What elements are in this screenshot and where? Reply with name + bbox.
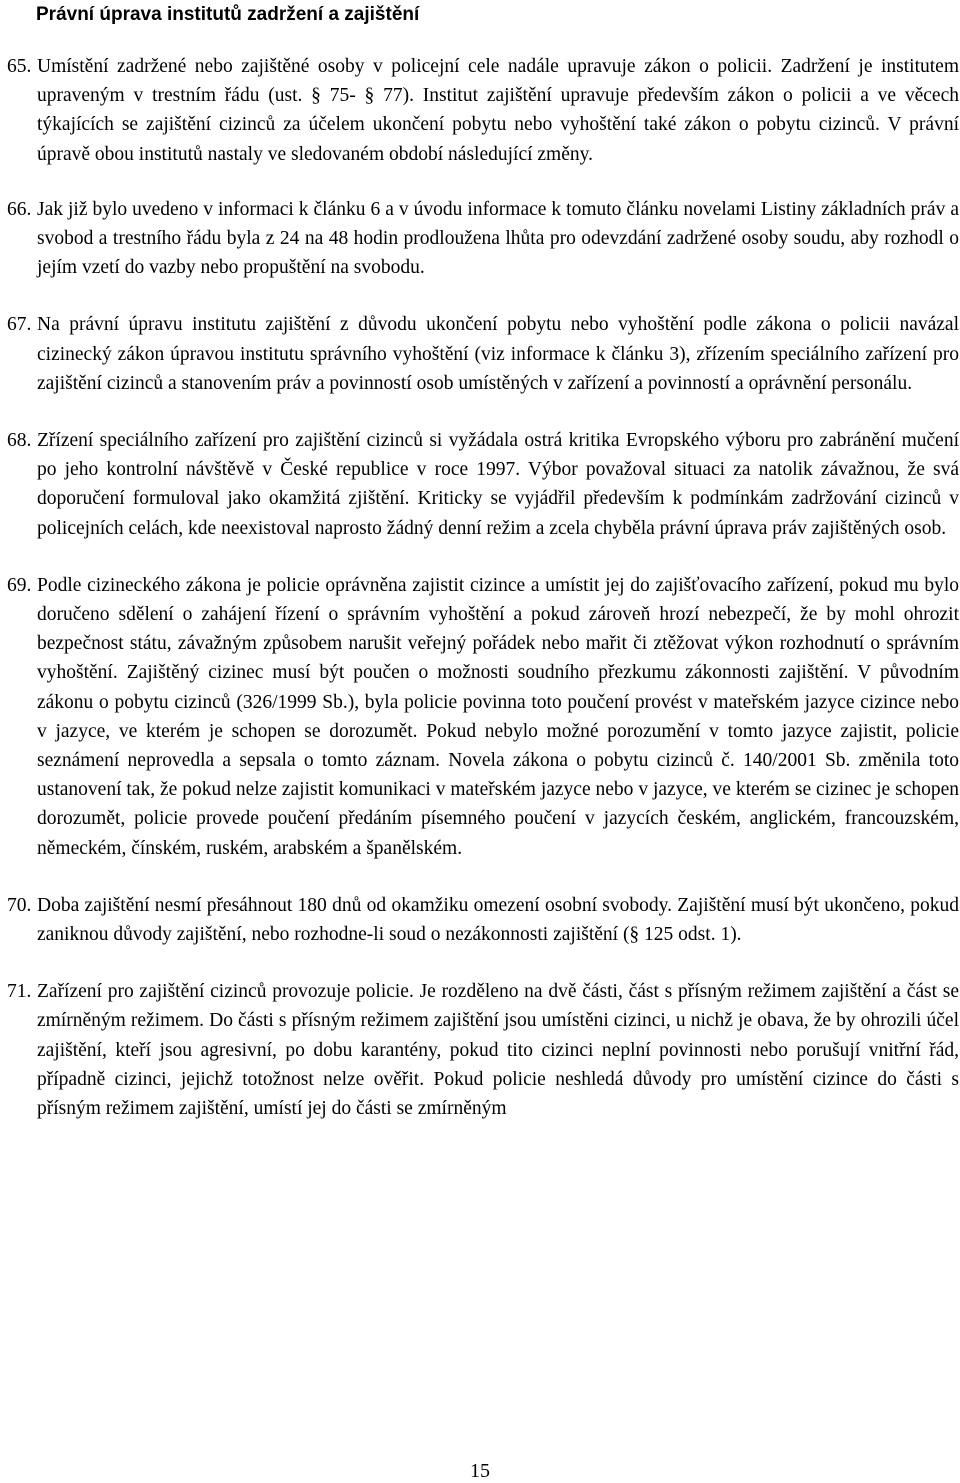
paragraph-number: 70. xyxy=(7,894,32,916)
paragraph-text: Umístění zadržené nebo zajištěné osoby v policejní cele nadále upravuje zákon o policii. Zadržení je institutem upraveným v trestním řádu (ust. § 75- § 77). Institut zajištění upravuje především zákon o policii a ve věcech týkajících se zajištění cizinců za účelem ukončení pobytu nebo vyhoštění také zákon o pobytu cizinců. V právní úpravě obou institutů nastaly ve sledovaném období následující změny. xyxy=(37,56,959,165)
paragraph-text: Jak již bylo uvedeno v informaci k článku 6 a v úvodu informace k tomuto článku novelami Listiny základních práv a svobod a trestního řádu byla z 24 na 48 hodin prodloužena lhůta pro odevzdání zadržené osoby soudu, aby rozhodl o jejím vzetí do vazby nebo propuštění na svobodu. xyxy=(37,198,959,279)
paragraph-69 xyxy=(7,571,959,863)
paragraph-text: Doba zajištění nesmí přesáhnout 180 dnů od okamžiku omezení osobní svobody. Zajištění musí být ukončeno, pokud zaniknou důvody zajištění, nebo rozhodne-li soud o nezákonnosti zajištění (§ 125 odst. 1). xyxy=(37,894,959,946)
paragraph-text: Na právní úpravu institutu zajištění z důvodu ukončení pobytu nebo vyhoštění podle zákona o policii navázal cizinecký zákon úpravou institutu správního vyhoštění (viz informace k článku 3), zřízením speciálního zařízení pro zajištění cizinců a stanovením práv a povinností osob umístěných v zařízení a povinností a oprávnění personálu. xyxy=(37,314,959,394)
paragraph-text: Zařízení pro zajištění cizinců provozuje policie. Je rozděleno na dvě části, část s přísným režimem zajištění a část se zmírněným režimem. Do části s přísným režimem zajištění jsou umístěni cizinci, u nichž je obava, že by ohrozili účel zajištění, kteří jsou agresivní, po dobu karantény, pokud tito cizinci neplní povinnosti nebo porušují vnitřní řád, případně cizinci, jejichž totožnost nelze ověřit. Pokud policie neshledá důvody pro umístění cizince do části s přísným režimem zajištění, umístí jej do části se zmírněným xyxy=(37,981,959,1120)
paragraph-text: Podle cizineckého zákona je policie oprávněna zajistit cizince a umístit jej do zajišťovacího zařízení, pokud mu bylo doručeno sdělení o zahájení řízení o správním vyhoštění a pokud zároveň hrozí nebezpečí, že by mohl ohrozit bezpečnost státu, závažným způsobem narušit veřejný pořádek nebo mařit či ztěžovat výkon rozhodnutí o správním vyhoštění. Zajištěný cizinec musí být poučen o možnosti soudního přezkumu zákonnosti zajištění. V původním zákonu o pobytu cizinců (326/1999 Sb.), byla policie povinna toto poučení provést v mateřském jazyce cizince nebo v jazyce, ve kterém je schopen se dorozumět. Pokud nebylo možné porozumění v tomto jazyce zajistit, policie seznámení neprovedla a sepsala o tomto záznam. Novela zákona o pobytu cizinců č. 140/2001 Sb. změnila toto ustanovení tak, že pokud nelze zajistit komunikaci v mateřském jazyce nebo v jazyce, ve kterém se cizinec je schopen dorozumět, policie provede poučení předáním písemného poučení v jazycích českém, anglickém, francouzském, německém, čínském, ruském, arabském a španělském. xyxy=(37,574,959,859)
paragraph-66 xyxy=(7,195,959,283)
document-page xyxy=(7,0,959,1123)
section-heading: Právní úprava institutů zadržení a zajištění xyxy=(36,4,420,25)
paragraph-number: 65. xyxy=(7,56,32,77)
paragraph-68 xyxy=(7,426,959,543)
paragraph-number: 71. xyxy=(7,981,32,1003)
paragraph-71 xyxy=(7,977,959,1123)
paragraph-number: 67. xyxy=(7,314,32,336)
paragraph-67 xyxy=(7,310,959,398)
paragraph-text: Zřízení speciálního zařízení pro zajištění cizinců si vyžádala ostrá kritika Evropského výboru pro zabránění mučení po jeho kontrolní návštěvě v České republice v roce 1997. Výbor považoval situaci za natolik závažnou, že svá doporučení formuloval jako okamžitá zjištění. Kriticky se vyjádřil především k podmínkám zadržování cizinců v policejních celách, kde neexistoval naprosto žádný denní režim a zcela chyběla právní úprava práv zajištěných osob. xyxy=(37,430,959,539)
paragraph-65 xyxy=(7,52,959,169)
paragraph-70 xyxy=(7,891,959,949)
paragraph-number: 68. xyxy=(7,430,32,452)
paragraph-number: 69. xyxy=(7,574,32,596)
page-number: 15 xyxy=(470,1460,490,1482)
paragraph-number: 66. xyxy=(7,198,32,220)
